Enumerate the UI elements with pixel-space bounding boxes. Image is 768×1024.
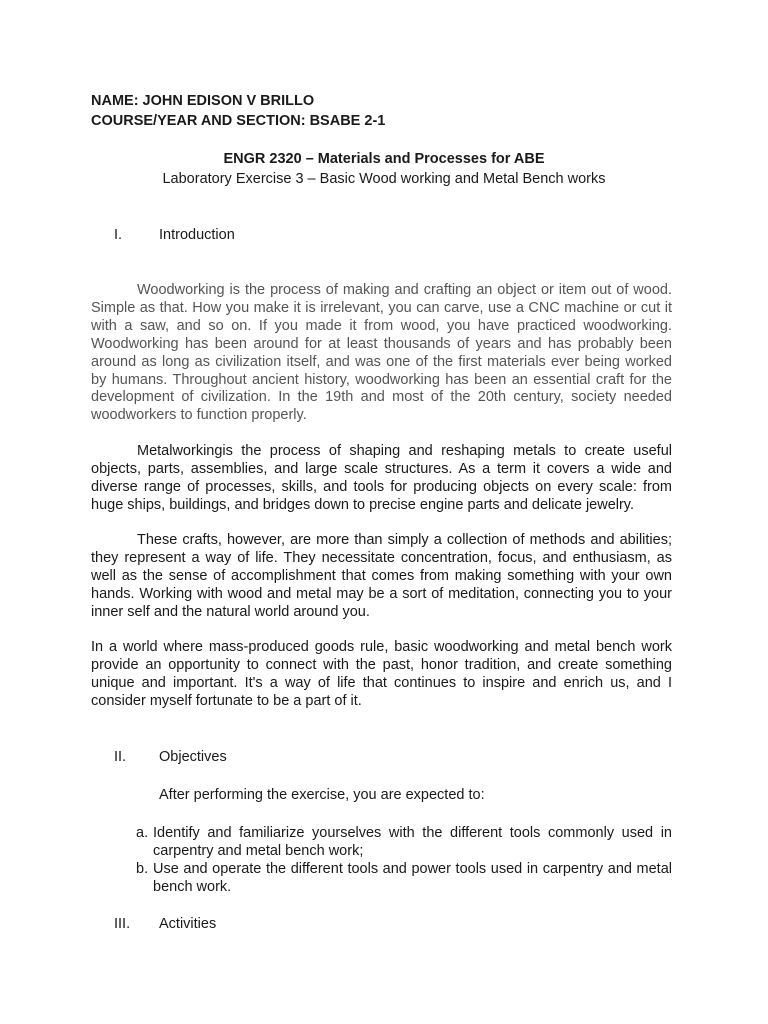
section-3-heading: Activities	[159, 916, 217, 932]
list-item	[136, 824, 672, 860]
intro-paragraph-metalworking: Metalworkingis the process of shaping and reshaping metals to create useful objects, parts, assemblies, and large scale structures. As a term it covers a wide and diverse range of processes, skills, and tools for producing objects on every scale: from huge ships, buildings, and bridges down to precise engine parts and delicate jewelry.	[91, 443, 672, 513]
course-year-section: COURSE/YEAR AND SECTION: BSABE 2-1	[91, 113, 386, 129]
list-item-text: Identify and familiarize yourselves with the different tools commonly used in carpentry and metal bench work;	[153, 825, 672, 859]
section-1-heading: Introduction	[159, 227, 235, 243]
section-2-numeral: II.	[114, 749, 127, 765]
exercise-title: Laboratory Exercise 3 – Basic Wood working and Metal Bench works	[162, 171, 606, 187]
objectives-list	[136, 824, 672, 896]
intro-paragraph-woodworking: Woodworking is the process of making and crafting an object or item out of wood. Simple as that. How you make it is irrelevant, you can carve, use a CNC machine or cut it with a saw, and so on. If you made it from wood, you have practiced woodworking. Woodworking has been around for at least thousands of years and has probably been around as long as civilization itself, and was one of the first materials ever being worked by humans. Throughout ancient history, woodworking has been an essential craft for the development of civilization. In the 19th and most of the 20th century, society needed woodworkers to function properly.	[91, 282, 672, 424]
list-item	[136, 860, 672, 896]
intro-paragraph-conclusion: In a world where mass-produced goods rule, basic woodworking and metal bench work provide an opportunity to connect with the past, honor tradition, and create something unique and important. It's a way of life that continues to inspire and enrich us, and I consider myself fortunate to be a part of it.	[91, 639, 672, 709]
intro-paragraph-crafts: These crafts, however, are more than simply a collection of methods and abilities; they represent a way of life. They necessitate concentration, focus, and enthusiasm, as well as the sense of accomplishment that comes from making something with your own hands. Working with wood and metal may be a sort of meditation, connecting you to your inner self and the natural world around you.	[91, 532, 672, 620]
list-item-text: Use and operate the different tools and power tools used in carpentry and metal bench work.	[153, 861, 672, 895]
list-item-marker: a.	[136, 825, 149, 841]
objectives-lead: After performing the exercise, you are expected to:	[159, 787, 485, 803]
section-2-heading: Objectives	[159, 749, 227, 765]
section-1-numeral: I.	[114, 227, 123, 243]
course-title: ENGR 2320 – Materials and Processes for ABE	[223, 151, 545, 167]
list-item-marker: b.	[136, 861, 149, 877]
student-name: NAME: JOHN EDISON V BRILLO	[91, 93, 315, 109]
section-3-numeral: III.	[114, 916, 131, 932]
